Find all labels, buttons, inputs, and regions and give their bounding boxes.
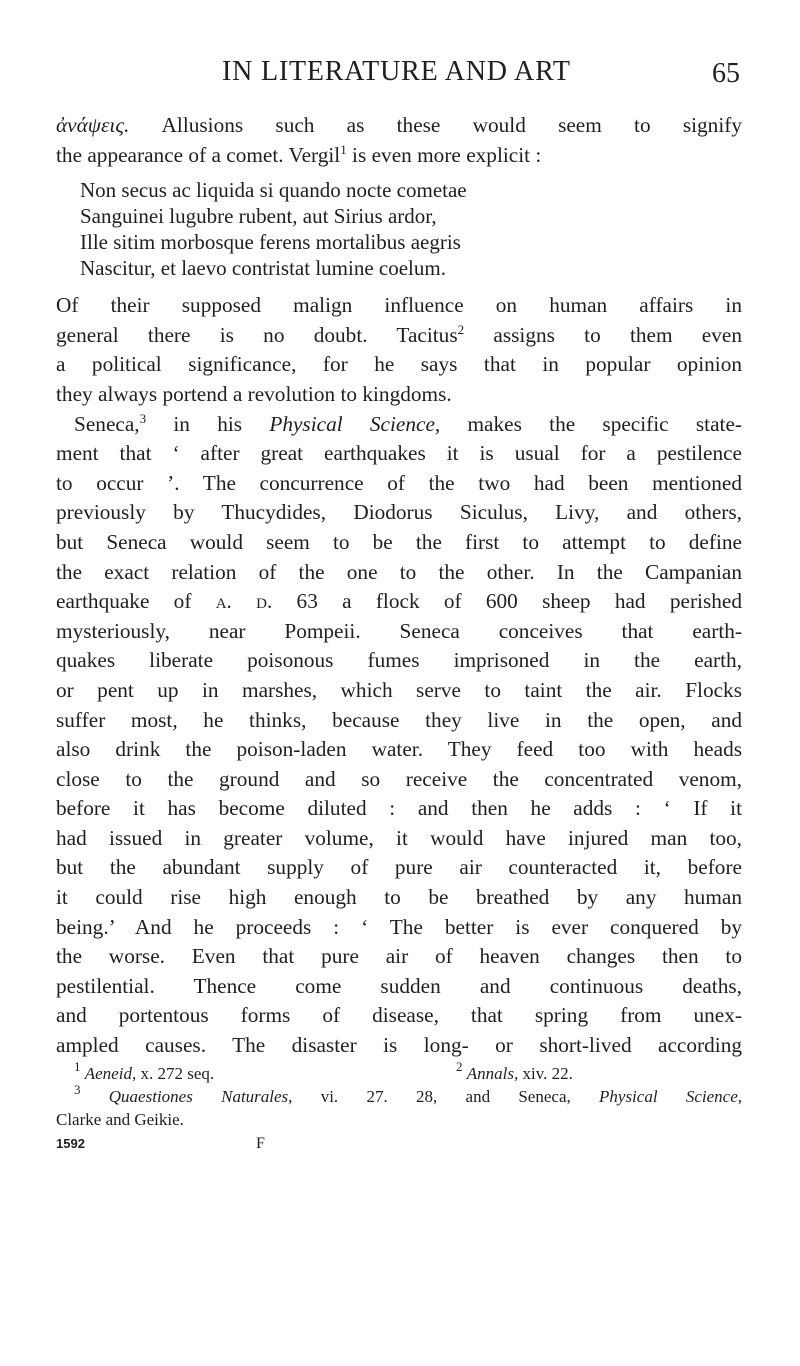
text-line: to occur ’. The concurrence of the two had been mentioned [56,470,742,495]
text-line: ment that ‘ after great earthquakes it is usual for a pestilence [56,441,742,466]
text-line: the appearance of a comet. Vergil$^1$ is even more explicit : [56,141,542,167]
verse-line: Ille sitim morbosque ferens mortalibus aegris [80,230,461,255]
text-line: mysteriously, near Pompeii. Seneca conceives that earth- [56,618,742,643]
footnote-line: $^3$ Quaestiones Naturales, vi. 27. 28, and Seneca, Physical Science, [74,1082,742,1106]
footnote-number: 1 [74,1059,81,1074]
footnote-row [56,1059,742,1085]
text-line: but the abundant supply of pure air counteracted it, before [56,855,742,880]
text-line: the exact relation of the one to the other. In the Campanian [56,559,742,584]
greek-word: ἀνάψεις. [56,113,130,137]
signature-number: 1592 [56,1136,85,1151]
footnote-number: 2 [456,1059,463,1074]
text-line: it could rise high enough to be breathed by any human [56,885,742,910]
text-line: and portentous forms of disease, that spring from unex- [56,1003,742,1028]
paragraph-3 [56,410,742,1061]
footnote-title: Quaestiones Naturales, [108,1087,293,1106]
footnote-title: Physical Science, [599,1087,742,1106]
verse-quotation [80,177,742,281]
footnote-1: $^1$ Aeneid, x. 272 seq. [74,1059,215,1083]
printer-signature [56,1136,456,1151]
text-line: quakes liberate poisonous fumes imprisoned in the earth, [56,648,742,673]
text-line: but Seneca would seem to be the first to attempt to define [56,529,742,554]
text-line: also drink the poison-laden water. They feed too with heads [56,737,742,762]
footnote-title: Annals, [466,1064,519,1083]
paragraph-1 [56,111,742,170]
text-line: previously by Thucydides, Diodorus Siculus, Livy, and others, [56,500,742,525]
signature-letter: F [256,1135,265,1152]
verse-line: Nascitur, et laevo contristat lumine coelum. [80,256,446,281]
era-abbreviation: a. d. [215,589,273,614]
footnote-ref: 1 [340,141,347,157]
footnote-line: Clarke and Geikie. [56,1110,184,1129]
book-title: Physical Science, [269,411,441,436]
page-number: 65 [712,58,740,89]
footnote-title: Aeneid, [84,1064,137,1083]
running-title: IN LITERATURE AND ART [222,56,571,87]
text-line: pestilential. Thence come sudden and continuous deaths, [56,973,742,998]
text-line: a political significance, for he says that in popular opinion [56,352,742,377]
footnote-number: 3 [74,1082,81,1097]
text-line: ἀνάψεις. Allusions such as these would seem to signify [56,113,742,137]
footnote-3 [56,1082,742,1131]
text-line: before it has become diluted : and then he adds : ‘ If it [56,796,742,821]
body-text [56,111,742,1061]
text-line: Seneca,$^3$ in his Physical Science, makes the specific state- [74,410,742,436]
footnote-ref: 3 [139,410,147,426]
text-line: the worse. Even that pure air of heaven changes then to [56,944,742,969]
text-line: earthquake of a. d. 63 a flock of 600 sheep had perished [56,589,742,614]
text-line: suffer most, he thinks, because they live in the open, and [56,707,742,732]
footnote-ref: 2 [457,321,465,337]
footnote-2: $^2$ Annals, xiv. 22. [456,1059,573,1083]
text-line: being.’ And he proceeds : ‘ The better is ever conquered by [56,914,742,939]
text-line: or pent up in marshes, which serve to taint the air. Flocks [56,677,742,702]
paragraph-2 [56,291,742,409]
text-line: close to the ground and so receive the concentrated venom, [56,766,742,791]
text-line: ampled causes. The disaster is long- or short-lived according [56,1033,742,1058]
footnotes [56,1059,742,1131]
verse-line: Non secus ac liquida si quando nocte cometae [80,178,467,203]
text-line: had issued in greater volume, it would have injured man too, [56,825,742,850]
text-line: Of their supposed malign influence on human affairs in [56,293,742,318]
text-line: general there is no doubt. Tacitus$^2$ assigns to them even [56,321,742,347]
running-head [0,56,800,96]
verse-line: Sanguinei lugubre rubent, aut Sirius ardor, [80,204,437,229]
text-line: they always portend a revolution to kingdoms. [56,381,452,406]
